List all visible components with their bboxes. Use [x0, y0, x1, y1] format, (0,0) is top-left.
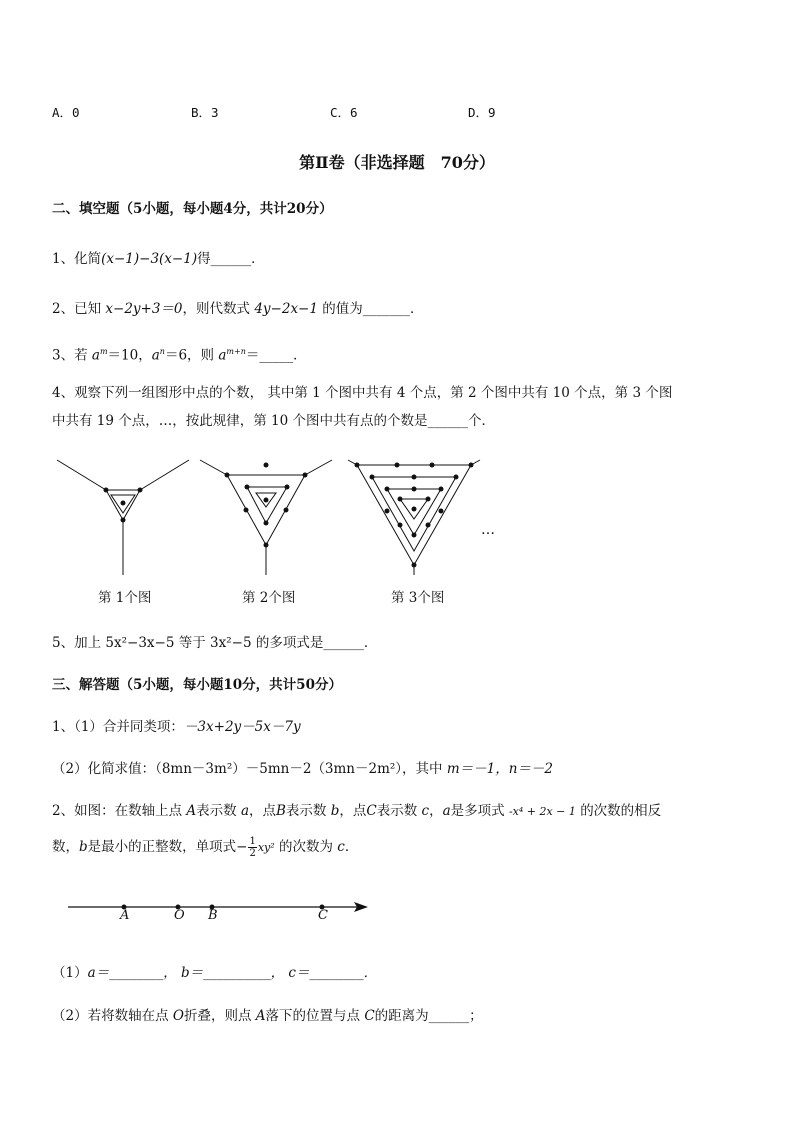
q-var: C: [366, 803, 377, 819]
q-text: 5、加上: [52, 635, 102, 651]
fraction-denominator: 2: [249, 848, 256, 859]
q-text: ，则代数式: [182, 301, 251, 317]
q-var: a: [218, 347, 227, 364]
q-text: 落下的位置与点: [265, 1008, 361, 1024]
q-text: 得______．: [197, 251, 265, 267]
question-3-1a: [52, 716, 301, 738]
caption-figure-3: 第 3个图: [391, 590, 445, 606]
q-exp: n: [159, 347, 165, 356]
q-var: a: [91, 347, 100, 364]
q-text: ＝6，则: [164, 347, 215, 364]
fraction: [248, 836, 256, 859]
q-var: a: [442, 803, 451, 819]
fraction-numerator: 1: [249, 836, 256, 847]
label-a: A: [120, 908, 130, 923]
part2-heading: 二、填空题（5小题，每小题4分，共计20分）: [52, 201, 333, 217]
q-var: B: [276, 803, 286, 819]
q-text: ，其中: [402, 761, 443, 777]
q-text: ，点: [339, 803, 367, 819]
option-a: A．0: [52, 105, 80, 120]
q-text: ＝10，: [107, 347, 152, 364]
q-text: 的次数的相反: [580, 803, 662, 819]
q-expr: 3x²−5: [210, 635, 252, 651]
q-text: 数，: [52, 839, 79, 855]
q-text: ＝_____．: [245, 347, 307, 364]
q-expr: x−2y+3＝0: [105, 301, 183, 317]
q-text: （2）化简求值：: [52, 761, 156, 777]
q-text: 是多项式: [450, 803, 505, 819]
q-text: 1、（1）合并同类项：: [52, 719, 184, 735]
q-text: ，: [429, 803, 443, 819]
section-title: 第Ⅱ卷（非选择题 70分）: [299, 153, 495, 172]
q-exp: m+n: [226, 347, 246, 356]
caption-figure-1: 第 1个图: [98, 590, 152, 606]
q-text: 是最小的正整数，单项式: [87, 839, 237, 855]
q-text: 等于: [178, 635, 206, 651]
q-text: 表示数: [285, 803, 327, 819]
q-var: A: [186, 803, 197, 819]
question-3-1b: [52, 758, 553, 780]
q-expr: 5x²−3x−5: [105, 635, 175, 651]
q-expr: (x−1)−3(x−1): [101, 251, 198, 267]
q-var: O: [172, 1008, 184, 1024]
label-b: B: [208, 908, 218, 923]
figure-2: [200, 460, 332, 575]
question-2-2: [52, 298, 424, 320]
q-expr: （8mn－3m²）－5mn－2（3mn－2m²）: [155, 761, 403, 777]
q-var: b: [330, 803, 340, 819]
q-text: 2、如图：在数轴上点: [52, 803, 183, 819]
q-expr: 4y−2x−1: [254, 301, 318, 317]
q-var: b: [79, 839, 88, 855]
q-text: ．: [344, 839, 359, 855]
q-sign: −: [236, 839, 248, 855]
q-text: （1）: [52, 965, 88, 981]
question-2-3: [52, 341, 307, 367]
q-text: 的次数为: [278, 839, 333, 855]
question-3-2-1: [52, 962, 377, 984]
q-var: c: [421, 803, 430, 819]
q-text: 表示数: [376, 803, 418, 819]
option-d: D．9: [468, 105, 496, 120]
label-c: C: [318, 908, 328, 923]
q-text: 的值为_______．: [322, 301, 424, 317]
question-3-2-2: [52, 1005, 483, 1027]
q-expr: m＝－1，n＝－2: [446, 761, 554, 777]
q-var: A: [255, 1008, 266, 1024]
q-var: C: [364, 1008, 375, 1024]
q-text: 的距离为______；: [374, 1008, 483, 1024]
option-b: B．3: [191, 105, 219, 120]
answer-a: a＝________，: [87, 965, 177, 981]
part3-heading: 三、解答题（5小题，每小题10分，共计50分）: [52, 677, 342, 693]
question-2-1: [52, 248, 265, 270]
q-text: 2、已知: [52, 301, 102, 317]
answer-c: c＝________．: [288, 965, 377, 981]
answer-b: b＝__________，: [180, 965, 285, 981]
question-2-5: [52, 632, 377, 654]
q-text: 1、化简: [52, 251, 102, 267]
option-c: C．6: [330, 105, 358, 120]
q-expr: xy²: [257, 841, 275, 854]
caption-figure-2: 第 2个图: [242, 590, 296, 606]
q-expr: －3x+2y－5x－7y: [183, 719, 301, 735]
question-3-2-line1: [52, 800, 661, 823]
q-text: （2）若将数轴在点: [52, 1008, 169, 1024]
q-text: 3、若: [52, 347, 88, 364]
number-line: [60, 895, 380, 935]
q-exp: m: [99, 347, 108, 356]
q-var: a: [151, 347, 160, 364]
q-text: 折叠，则点: [183, 1008, 252, 1024]
question-2-4-line1: 4、观察下列一组图形中点的个数， 其中第 1 个图中共有 4 个点，第 2 个图中共有 10 个点，第 3 个图: [52, 385, 673, 401]
question-3-2-line2: [52, 834, 358, 861]
q-var: a: [240, 803, 249, 819]
q-text: 表示数: [196, 803, 237, 819]
question-2-4-line2: 中共有 19 个点，…，按此规律，第 10 个图中共有点的个数是______个．: [52, 413, 496, 429]
label-o: O: [174, 908, 185, 923]
q-text: ，点: [249, 803, 276, 819]
q-var: c: [337, 839, 345, 855]
figures-ellipsis: …: [481, 522, 495, 538]
q-text: 的多项式是______．: [255, 635, 378, 651]
q-expr: -x⁴ + 2x − 1: [508, 805, 576, 818]
